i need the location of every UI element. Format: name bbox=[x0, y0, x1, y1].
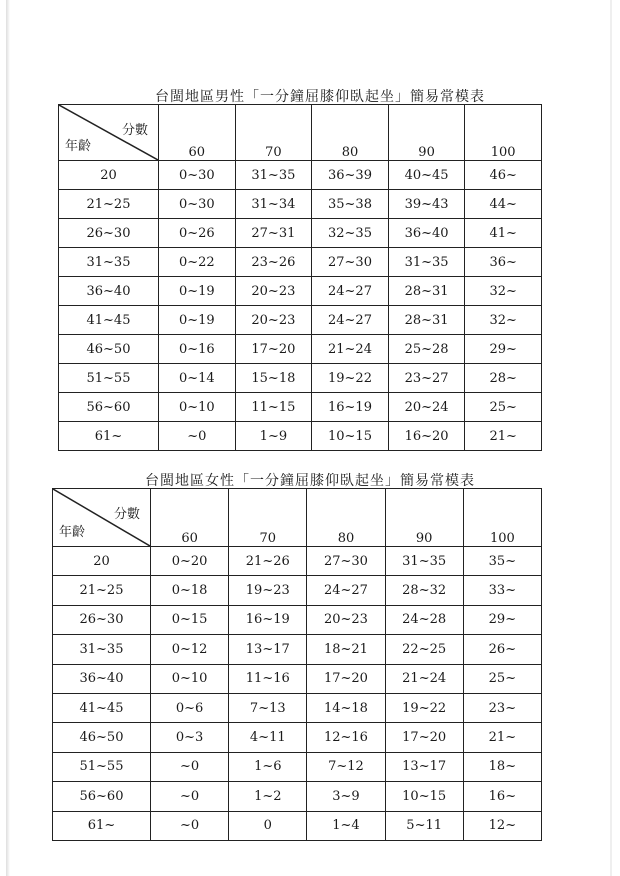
situp-range-cell: 23~27 bbox=[388, 364, 465, 393]
situp-range-cell: 39~43 bbox=[388, 190, 465, 219]
situp-range-cell: 0~6 bbox=[151, 693, 229, 722]
corner-header-cell bbox=[59, 105, 159, 161]
situp-range-cell: 7~12 bbox=[307, 752, 385, 781]
table-row bbox=[59, 393, 542, 422]
situp-range-cell: 24~28 bbox=[385, 605, 463, 634]
situp-range-cell: 0~19 bbox=[159, 277, 236, 306]
situp-range-cell: 1~4 bbox=[307, 811, 385, 840]
situp-range-cell: 0~10 bbox=[159, 393, 236, 422]
situp-range-cell: 46~ bbox=[465, 161, 542, 190]
age-group-cell: 20 bbox=[59, 161, 159, 190]
situp-range-cell: 25~28 bbox=[388, 335, 465, 364]
female-table-title: 台閩地區女性「一分鐘屈膝仰臥起坐」簡易常模表 bbox=[145, 473, 475, 489]
situp-range-cell: 20~23 bbox=[235, 277, 312, 306]
age-group-cell: 41~45 bbox=[53, 693, 151, 722]
situp-range-cell: 14~18 bbox=[307, 693, 385, 722]
situp-range-cell: 0~30 bbox=[159, 190, 236, 219]
situp-range-cell: 7~13 bbox=[229, 693, 307, 722]
age-axis-label: 年齡 bbox=[65, 139, 92, 154]
male-table-body bbox=[59, 105, 542, 451]
situp-range-cell: 26~ bbox=[463, 635, 541, 664]
age-group-cell: 31~35 bbox=[53, 635, 151, 664]
situp-range-cell: 12~16 bbox=[307, 723, 385, 752]
situp-range-cell: 5~11 bbox=[385, 811, 463, 840]
situp-range-cell: 35~38 bbox=[312, 190, 389, 219]
situp-range-cell: 27~30 bbox=[307, 547, 385, 576]
situp-range-cell: 36~39 bbox=[312, 161, 389, 190]
situp-range-cell: 41~ bbox=[465, 219, 542, 248]
age-group-cell: 46~50 bbox=[53, 723, 151, 752]
header-row bbox=[53, 489, 542, 547]
situp-range-cell: 0~26 bbox=[159, 219, 236, 248]
table-row bbox=[53, 752, 542, 781]
table-row bbox=[59, 335, 542, 364]
situp-range-cell: 18~ bbox=[463, 752, 541, 781]
situp-range-cell: 16~19 bbox=[229, 605, 307, 634]
male-table-title: 台閩地區男性「一分鐘屈膝仰臥起坐」簡易常模表 bbox=[155, 89, 485, 105]
age-group-cell: 61~ bbox=[53, 811, 151, 840]
situp-range-cell: 20~23 bbox=[235, 306, 312, 335]
situp-range-cell: 28~31 bbox=[388, 277, 465, 306]
age-group-cell: 56~60 bbox=[59, 393, 159, 422]
situp-range-cell: 12~ bbox=[463, 811, 541, 840]
corner-header-cell bbox=[53, 489, 151, 547]
score-header-cell: 80 bbox=[312, 105, 389, 161]
situp-range-cell: 0~19 bbox=[159, 306, 236, 335]
situp-range-cell: 0~30 bbox=[159, 161, 236, 190]
situp-range-cell: 16~19 bbox=[312, 393, 389, 422]
header-row bbox=[59, 105, 542, 161]
situp-range-cell: 0~10 bbox=[151, 664, 229, 693]
situp-range-cell: 21~ bbox=[465, 422, 542, 451]
scan-shadow-left bbox=[6, 0, 10, 876]
situp-range-cell: 31~35 bbox=[385, 547, 463, 576]
score-header-cell: 90 bbox=[388, 105, 465, 161]
score-header-cell: 100 bbox=[465, 105, 542, 161]
situp-range-cell: 24~27 bbox=[312, 306, 389, 335]
situp-range-cell: 16~ bbox=[463, 782, 541, 811]
table-row bbox=[59, 248, 542, 277]
situp-range-cell: 23~ bbox=[463, 693, 541, 722]
situp-range-cell: 0~14 bbox=[159, 364, 236, 393]
score-axis-label: 分數 bbox=[121, 123, 148, 138]
situp-range-cell: 33~ bbox=[463, 576, 541, 605]
table-row bbox=[59, 364, 542, 393]
situp-range-cell: ~0 bbox=[159, 422, 236, 451]
female-norm-table bbox=[52, 488, 542, 841]
situp-range-cell: 28~ bbox=[465, 364, 542, 393]
situp-range-cell: 0~15 bbox=[151, 605, 229, 634]
score-header-cell: 90 bbox=[385, 489, 463, 547]
situp-range-cell: 19~22 bbox=[312, 364, 389, 393]
table-row bbox=[53, 664, 542, 693]
score-header-cell: 100 bbox=[463, 489, 541, 547]
table-row bbox=[53, 693, 542, 722]
situp-range-cell: 29~ bbox=[465, 335, 542, 364]
situp-range-cell: 31~35 bbox=[388, 248, 465, 277]
age-group-cell: 56~60 bbox=[53, 782, 151, 811]
situp-range-cell: 23~26 bbox=[235, 248, 312, 277]
situp-range-cell: ~0 bbox=[151, 752, 229, 781]
situp-range-cell: 19~22 bbox=[385, 693, 463, 722]
situp-range-cell: 0~3 bbox=[151, 723, 229, 752]
situp-range-cell: 17~20 bbox=[235, 335, 312, 364]
situp-range-cell: 0 bbox=[229, 811, 307, 840]
situp-range-cell: 4~11 bbox=[229, 723, 307, 752]
age-group-cell: 51~55 bbox=[53, 752, 151, 781]
situp-range-cell: 21~24 bbox=[385, 664, 463, 693]
situp-range-cell: 22~25 bbox=[385, 635, 463, 664]
situp-range-cell: 21~26 bbox=[229, 547, 307, 576]
situp-range-cell: ~0 bbox=[151, 811, 229, 840]
situp-range-cell: 27~30 bbox=[312, 248, 389, 277]
situp-range-cell: 28~31 bbox=[388, 306, 465, 335]
situp-range-cell: 1~9 bbox=[235, 422, 312, 451]
male-norm-table bbox=[58, 104, 542, 451]
situp-range-cell: 20~23 bbox=[307, 605, 385, 634]
score-header-cell: 80 bbox=[307, 489, 385, 547]
situp-range-cell: 44~ bbox=[465, 190, 542, 219]
table-row bbox=[53, 605, 542, 634]
table-row bbox=[53, 635, 542, 664]
table-row bbox=[53, 723, 542, 752]
situp-range-cell: 21~ bbox=[463, 723, 541, 752]
table-row bbox=[53, 782, 542, 811]
situp-range-cell: 24~27 bbox=[307, 576, 385, 605]
age-group-cell: 20 bbox=[53, 547, 151, 576]
table-row bbox=[59, 161, 542, 190]
situp-range-cell: 0~12 bbox=[151, 635, 229, 664]
situp-range-cell: 28~32 bbox=[385, 576, 463, 605]
situp-range-cell: 13~17 bbox=[385, 752, 463, 781]
situp-range-cell: 11~15 bbox=[235, 393, 312, 422]
age-group-cell: 46~50 bbox=[59, 335, 159, 364]
situp-range-cell: 32~ bbox=[465, 306, 542, 335]
age-group-cell: 36~40 bbox=[53, 664, 151, 693]
age-group-cell: 51~55 bbox=[59, 364, 159, 393]
situp-range-cell: 25~ bbox=[465, 393, 542, 422]
score-header-cell: 70 bbox=[229, 489, 307, 547]
situp-range-cell: 21~24 bbox=[312, 335, 389, 364]
situp-range-cell: 17~20 bbox=[385, 723, 463, 752]
situp-range-cell: 0~18 bbox=[151, 576, 229, 605]
scan-shadow-right bbox=[610, 0, 612, 876]
age-group-cell: 26~30 bbox=[59, 219, 159, 248]
situp-range-cell: 35~ bbox=[463, 547, 541, 576]
table-row bbox=[53, 811, 542, 840]
situp-range-cell: 20~24 bbox=[388, 393, 465, 422]
situp-range-cell: ~0 bbox=[151, 782, 229, 811]
table-row bbox=[59, 306, 542, 335]
situp-range-cell: 27~31 bbox=[235, 219, 312, 248]
female-table-body bbox=[53, 489, 542, 841]
age-group-cell: 61~ bbox=[59, 422, 159, 451]
age-axis-label: 年齡 bbox=[59, 525, 86, 540]
situp-range-cell: 18~21 bbox=[307, 635, 385, 664]
table-row bbox=[53, 576, 542, 605]
situp-range-cell: 32~ bbox=[465, 277, 542, 306]
age-group-cell: 36~40 bbox=[59, 277, 159, 306]
table-row bbox=[59, 422, 542, 451]
situp-range-cell: 3~9 bbox=[307, 782, 385, 811]
situp-range-cell: 32~35 bbox=[312, 219, 389, 248]
situp-range-cell: 10~15 bbox=[312, 422, 389, 451]
situp-range-cell: 31~35 bbox=[235, 161, 312, 190]
score-header-cell: 60 bbox=[151, 489, 229, 547]
situp-range-cell: 24~27 bbox=[312, 277, 389, 306]
table-row bbox=[59, 277, 542, 306]
situp-range-cell: 13~17 bbox=[229, 635, 307, 664]
situp-range-cell: 36~40 bbox=[388, 219, 465, 248]
situp-range-cell: 0~22 bbox=[159, 248, 236, 277]
situp-range-cell: 1~6 bbox=[229, 752, 307, 781]
age-group-cell: 26~30 bbox=[53, 605, 151, 634]
situp-range-cell: 31~34 bbox=[235, 190, 312, 219]
situp-range-cell: 29~ bbox=[463, 605, 541, 634]
situp-range-cell: 10~15 bbox=[385, 782, 463, 811]
age-group-cell: 41~45 bbox=[59, 306, 159, 335]
situp-range-cell: 19~23 bbox=[229, 576, 307, 605]
situp-range-cell: 36~ bbox=[465, 248, 542, 277]
situp-range-cell: 1~2 bbox=[229, 782, 307, 811]
table-row bbox=[59, 190, 542, 219]
situp-range-cell: 15~18 bbox=[235, 364, 312, 393]
score-axis-label: 分數 bbox=[113, 507, 140, 522]
situp-range-cell: 40~45 bbox=[388, 161, 465, 190]
situp-range-cell: 0~20 bbox=[151, 547, 229, 576]
score-header-cell: 60 bbox=[159, 105, 236, 161]
age-group-cell: 21~25 bbox=[53, 576, 151, 605]
situp-range-cell: 25~ bbox=[463, 664, 541, 693]
age-group-cell: 21~25 bbox=[59, 190, 159, 219]
situp-range-cell: 17~20 bbox=[307, 664, 385, 693]
table-row bbox=[59, 219, 542, 248]
situp-range-cell: 16~20 bbox=[388, 422, 465, 451]
situp-range-cell: 0~16 bbox=[159, 335, 236, 364]
score-header-cell: 70 bbox=[235, 105, 312, 161]
situp-range-cell: 11~16 bbox=[229, 664, 307, 693]
age-group-cell: 31~35 bbox=[59, 248, 159, 277]
table-row bbox=[53, 547, 542, 576]
